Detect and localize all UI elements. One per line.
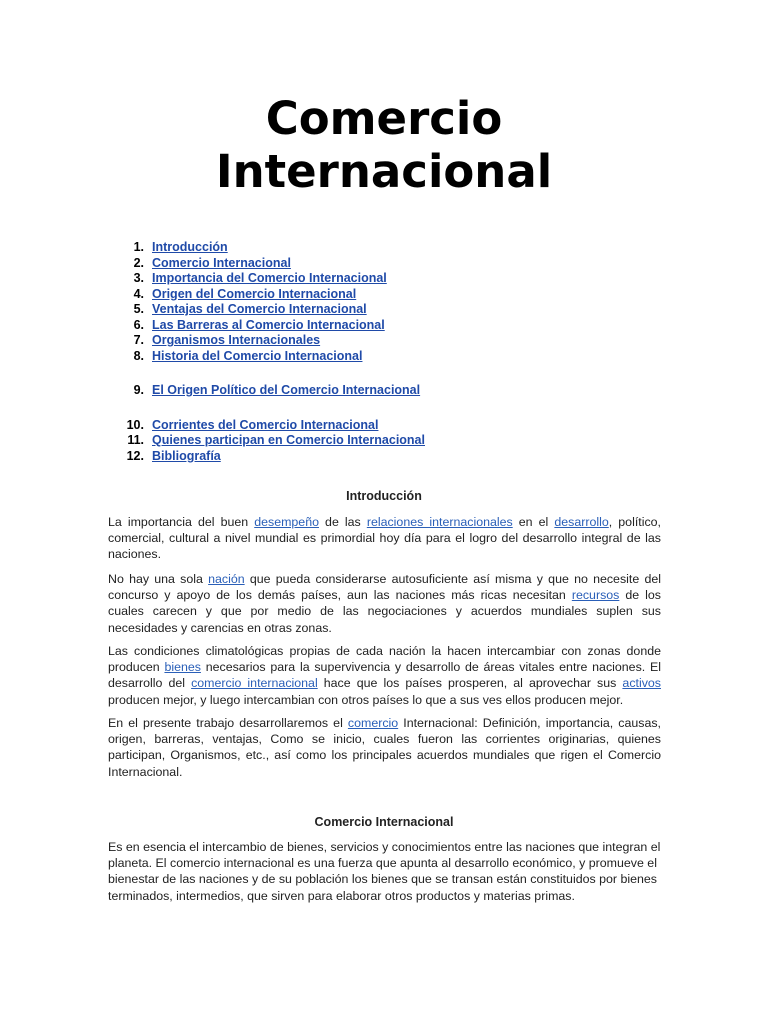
toc-number: 8. [133, 348, 144, 363]
text-run: Internacional: Definición, importancia, causas, origen, barreras, ventajas, Como se inicio, cuales fueron las corrientes originarias, quienes participan, Organismos, etc., así como los principales acuerdos mundiales que rigen el Comercio Internacional. [108, 716, 661, 779]
toc-item [106, 318, 425, 334]
toc-link-barreras[interactable]: Las Barreras al Comercio Internacional [152, 317, 385, 332]
intro-paragraph-4 [108, 715, 661, 780]
text-run: producen mejor, y luego intercambian con otros países lo que a sus ves ellos producen mejor. [108, 692, 624, 707]
link-comercio-internacional[interactable]: comercio internacional [191, 676, 318, 691]
text-run: de las [318, 515, 367, 529]
toc-number: 10. [126, 417, 144, 432]
text-run: , político, comercial, cultural a nivel mundial es primordial hoy día para el logro del desarrollo integral de las naciones. [108, 515, 661, 562]
section-heading-comercio-internacional: Comercio Internacional [314, 815, 454, 829]
toc-item [106, 271, 425, 287]
toc-link-introduccion[interactable]: Introducción [152, 240, 228, 254]
text-run: En el presente trabajo desarrollaremos el [108, 716, 348, 730]
toc-link-corrientes[interactable]: Corrientes del Comercio Internacional [152, 417, 379, 432]
toc-number: 6. [133, 317, 144, 332]
link-comercio[interactable]: comercio [347, 716, 399, 730]
toc-item [106, 383, 425, 399]
toc-item [106, 287, 425, 303]
toc-number: 2. [133, 255, 144, 270]
link-bienes[interactable]: bienes [164, 660, 201, 675]
link-desarrollo[interactable]: desarrollo [554, 515, 609, 529]
title-line-2: Internacional [215, 145, 553, 198]
table-of-contents [106, 240, 425, 464]
toc-item [106, 256, 425, 272]
text-run: que pueda considerarse autosuficiente así misma y que no necesite del concurso y apoyo de los demás países, aun las naciones más ricas necesitan [108, 572, 661, 603]
toc-number: 5. [133, 302, 144, 316]
text-run: La importancia del buen [108, 515, 255, 529]
toc-item [106, 302, 425, 318]
toc-link-quienes-participan[interactable]: Quienes participan en Comercio Internacional [152, 433, 425, 447]
link-activos[interactable]: activos [622, 676, 661, 691]
toc-item [106, 449, 425, 465]
document-title [0, 92, 768, 198]
toc-item [106, 433, 425, 449]
toc-link-bibliografia[interactable]: Bibliografía [152, 448, 221, 463]
toc-number: 4. [133, 286, 144, 301]
toc-number: 9. [133, 383, 144, 397]
toc-number: 11. [127, 433, 144, 447]
toc-item [106, 333, 425, 349]
text-run: hace que los países prosperen, al aprovechar sus [317, 676, 623, 691]
toc-number: 12. [126, 448, 144, 463]
text-run: No hay una sola [108, 572, 209, 586]
toc-link-origen-politico[interactable]: El Origen Político del Comercio Internacional [152, 383, 421, 397]
intro-paragraph-1 [108, 514, 661, 563]
toc-link-comercio-internacional[interactable]: Comercio Internacional [152, 255, 291, 270]
toc-number: 3. [133, 271, 144, 285]
toc-number: 1. [133, 240, 144, 254]
text-run: Las condiciones climatológicas propias de cada nación la hacen intercambiar con zonas donde producen [108, 644, 661, 675]
toc-item [106, 240, 425, 256]
text-run: de los cuales carecen y que por medio de las negociaciones y acuerdos mundiales suplen sus necesidades y carencias en otras zonas. [108, 588, 661, 635]
link-nacion[interactable]: nación [208, 572, 245, 586]
toc-link-historia[interactable]: Historia del Comercio Internacional [152, 348, 363, 363]
text-run: en el [512, 515, 555, 529]
text-run: necesarios para la supervivencia y desarrollo de áreas vitales entre naciones. El desarrollo del [108, 660, 661, 691]
toc-link-importancia[interactable]: Importancia del Comercio Internacional [152, 271, 387, 285]
title-line-1: Comercio [265, 92, 503, 145]
link-relaciones-internacionales[interactable]: relaciones internacionales [366, 515, 513, 529]
toc-number: 7. [133, 333, 144, 347]
section-heading-introduccion: Introducción [346, 489, 422, 503]
toc-link-origen[interactable]: Origen del Comercio Internacional [152, 286, 357, 301]
toc-link-organismos[interactable]: Organismos Internacionales [152, 333, 321, 347]
link-recursos[interactable]: recursos [571, 588, 620, 603]
toc-link-ventajas[interactable]: Ventajas del Comercio Internacional [152, 302, 367, 316]
toc-item [106, 418, 425, 434]
link-desempeno[interactable]: desempeño [254, 515, 319, 529]
toc-item [106, 349, 425, 365]
intro-paragraph-3 [108, 643, 661, 708]
comercio-paragraph-1: Es en esencia el intercambio de bienes, servicios y conocimientos entre las naciones que integran el planeta. El comercio internacional es una fuerza que apunta al desarrollo económico, y promueve el bienestar de las naciones y de su población los bienes que se transan están constituidos por bienes terminados, intermedios, que sirven para elaborar otros productos y materias primas. [108, 840, 661, 903]
intro-paragraph-2 [108, 571, 661, 636]
